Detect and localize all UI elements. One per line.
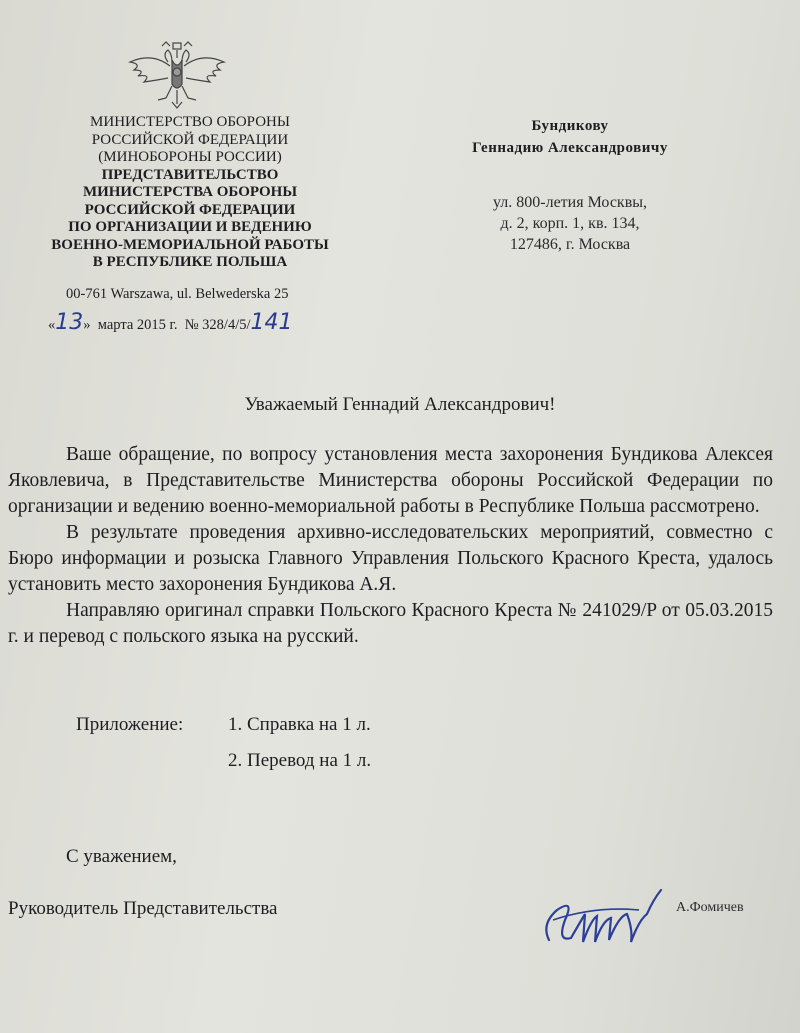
representation-line: ПРЕДСТАВИТЕЛЬСТВО	[101, 166, 279, 183]
handwritten-day: 13	[55, 310, 84, 335]
closing: С уважением,	[66, 846, 177, 867]
recipient-address-line: ул. 800-летия Москвы,	[492, 194, 647, 211]
attachment-item: 1. Справка на 1 л.	[228, 714, 371, 735]
representation-line: В РЕСПУБЛИКЕ ПОЛЬША	[92, 254, 288, 270]
ministry-line: МИНИСТЕРСТВО ОБОРОНЫ	[90, 114, 290, 130]
representation-line: РОССИЙСКОЙ ФЕДЕРАЦИИ	[84, 201, 296, 218]
recipient-name-text: Геннадию Александровичу	[472, 140, 668, 156]
recipient-surname-text: Бундикову	[531, 118, 609, 134]
letter-body	[8, 442, 773, 650]
body-paragraph: Направляю оригинал справки Польского Красного Креста № 241029/P от 05.03.2015 г. и перевод с польского языка на русский.	[8, 600, 773, 647]
signature-icon	[535, 880, 675, 970]
recipient-surname	[420, 118, 720, 135]
attachment-item: 2. Перевод на 1 л.	[228, 750, 372, 771]
recipient-name	[420, 140, 720, 157]
signer-title: Руководитель Представительства	[8, 898, 278, 919]
reference-line	[48, 310, 293, 335]
recipient-address	[440, 192, 700, 255]
ministry-line: (МИНОБОРОНЫ РОССИИ)	[98, 149, 282, 165]
quote-close: »	[83, 317, 91, 333]
recipient-address-line: д. 2, корп. 1, кв. 134,	[500, 215, 640, 232]
sender-block	[10, 114, 370, 272]
double-headed-eagle-emblem-icon	[122, 40, 232, 112]
sender-address: 00-761 Warszawa, ul. Belwederska 25	[66, 286, 289, 302]
ministry-line: РОССИЙСКОЙ ФЕДЕРАЦИИ	[91, 131, 289, 148]
representation-line: ВОЕННО-МЕМОРИАЛЬНОЙ РАБОТЫ	[51, 236, 329, 253]
reference-number: № 328/4/5/	[184, 317, 251, 333]
body-paragraph: Ваше обращение, по вопросу установления места захоронения Бундикова Алексея Яковлевича, в Представительстве Министерства обороны Российской Федерации по организации и ведению военно-мемориальной работы в Республике Польша рассмотрено.	[8, 444, 773, 517]
signer-name: А.Фомичев	[676, 900, 744, 915]
body-paragraph: В результате проведения архивно-исследовательских мероприятий, совместно с Бюро информации и розыска Главного Управления Польского Красного Креста, удалось установить место захоронения Бундикова А.Я.	[8, 522, 773, 595]
handwritten-number: 141	[250, 310, 293, 335]
salutation: Уважаемый Геннадий Александрович!	[244, 394, 556, 415]
reference-date: марта 2015 г.	[97, 317, 178, 333]
recipient-address-line: 127486, г. Москва	[509, 236, 631, 253]
attachments-label: Приложение:	[76, 714, 184, 735]
representation-line: МИНИСТЕРСТВА ОБОРОНЫ	[82, 184, 298, 200]
quote-open: «	[48, 317, 56, 333]
representation-line: ПО ОРГАНИЗАЦИИ И ВЕДЕНИЮ	[68, 219, 312, 235]
